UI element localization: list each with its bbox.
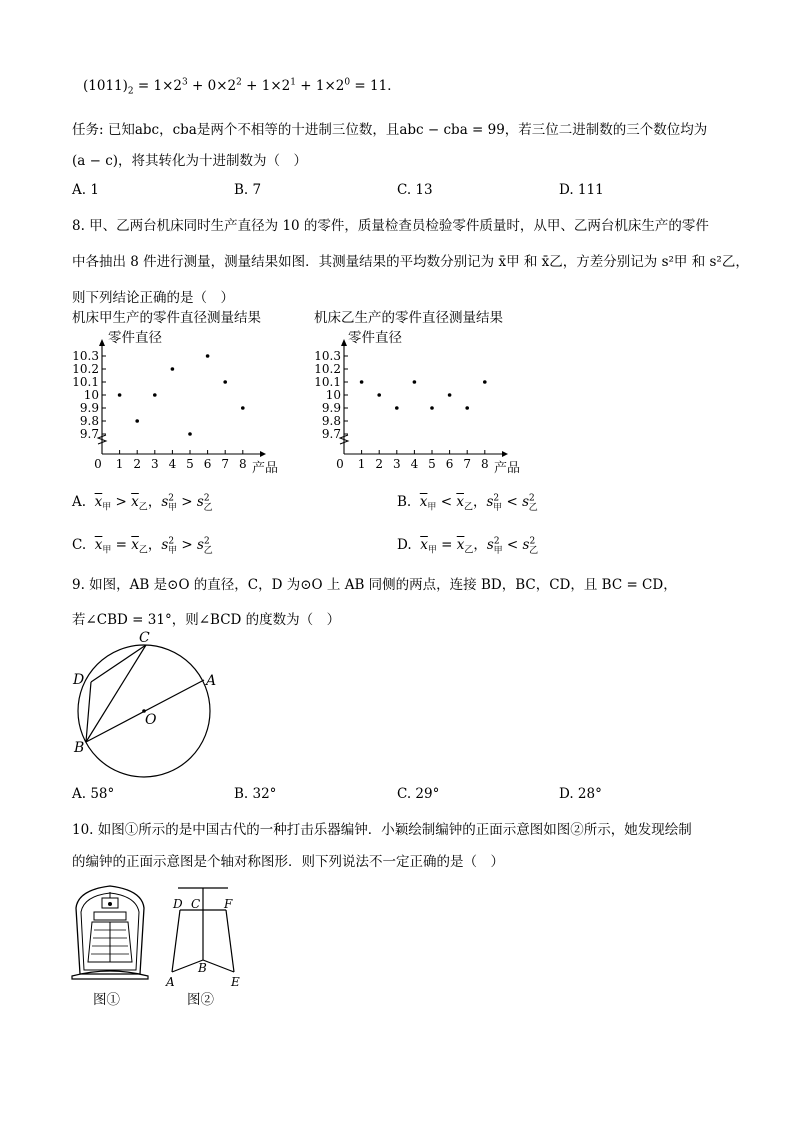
y-tick-label: 9.9 (79, 401, 99, 415)
binary-formula: $(1011)_2 = 1\times 2^3 + 0\times 2^2 + 1\times 2^1 + 1\times 2^0 = 11$． (83, 77, 401, 97)
y-axis-arrow (341, 339, 347, 346)
data-point (188, 432, 192, 436)
q8-option-a[interactable]: A. $\overline{x}_甲 > \overline{x}_乙$，$s^2_甲 > s^2_乙$ (72, 493, 213, 513)
data-point (395, 406, 399, 410)
q9-line-2: 若∠CBD = 31°，则∠BCD 的度数为（ ） (72, 612, 341, 628)
chart-right-ylabel: 零件直径 (348, 330, 402, 346)
task-option-d[interactable]: D. 111 (559, 182, 604, 198)
y-tick-label: 9.8 (79, 414, 99, 428)
y-tick-label: 10 (83, 388, 99, 402)
chart-right-title: 机床乙生产的零件直径测量结果 (314, 310, 503, 326)
label-c: C (139, 630, 150, 646)
x-tick-label: 6 (203, 457, 212, 471)
x-tick-label: 5 (186, 457, 194, 471)
y-tick-label: 9.7 (79, 427, 99, 441)
label-f: F (224, 897, 233, 911)
y-tick-label: 9.8 (321, 414, 341, 428)
y-tick-label: 10 (325, 388, 341, 402)
bell-schematic (158, 880, 248, 990)
y-tick-label: 10.1 (314, 375, 341, 389)
q9-option-b[interactable]: B. 32° (234, 786, 277, 802)
q9-option-a[interactable]: A. 58° (72, 786, 115, 802)
data-point (430, 406, 434, 410)
label-b: B (198, 961, 207, 975)
data-point (118, 393, 122, 397)
chart-right (302, 306, 562, 478)
data-point (223, 380, 227, 384)
label-d: D (73, 672, 85, 688)
x-tick-label: 3 (392, 457, 401, 471)
chart-left-xlabel: 产品 (252, 461, 279, 476)
chart-left (60, 306, 320, 478)
label-d: D (173, 897, 183, 911)
data-point (448, 393, 452, 397)
y-tick-label: 9.9 (321, 401, 341, 415)
q10-line-1: 10. 如图①所示的是中国古代的一种打击乐器编钟．小颖绘制编钟的正面示意图如图②所示，她发现绘制 (72, 822, 692, 838)
data-point (465, 406, 469, 410)
y-tick-label: 10.3 (314, 349, 341, 363)
q9-option-d[interactable]: D. 28° (559, 786, 602, 802)
data-point (153, 393, 157, 397)
x-axis-arrow (502, 451, 508, 457)
chord-bd (86, 682, 91, 742)
label-c: C (191, 897, 201, 911)
label-b: B (74, 740, 85, 756)
task-option-c[interactable]: C. 13 (397, 182, 433, 198)
x-tick-label: 1 (357, 457, 366, 471)
x-tick-label: 3 (150, 457, 159, 471)
data-point (206, 354, 210, 358)
label-e: E (231, 975, 240, 989)
data-point (171, 367, 175, 371)
q9-line-1: 9. 如图，AB 是⊙O 的直径，C，D 为⊙O 上 AB 同侧的两点，连接 BD，BC，CD，且 BC = CD， (72, 577, 677, 593)
q8-line-2: 中各抽出 8 件进行测量，测量结果如图．其测量结果的平均数分别记为 x̄甲 和 x̄乙，方差分别记为 s²甲 和 s²乙， (72, 254, 749, 270)
data-point (135, 419, 139, 423)
y-tick-label: 10.1 (72, 375, 99, 389)
x-tick-label: 1 (115, 457, 124, 471)
y-tick-label: 9.7 (321, 427, 341, 441)
x-tick-label: 7 (221, 457, 230, 471)
x-axis-arrow (260, 451, 266, 457)
data-point (360, 380, 364, 384)
q9-circle-figure (66, 628, 226, 788)
bell-illustration (68, 878, 152, 980)
x-tick-label: 0 (94, 457, 102, 471)
y-tick-label: 10.2 (314, 362, 341, 376)
data-point (483, 380, 487, 384)
q10-line-2: 的编钟的正面示意图是个轴对称图形．则下列说法不一定正确的是（ ） (72, 854, 504, 870)
fig2-caption: 图② (187, 992, 214, 1008)
x-tick-label: 6 (445, 457, 454, 471)
chord-bc (86, 645, 146, 742)
q9-option-c[interactable]: C. 29° (397, 786, 440, 802)
data-point (413, 380, 417, 384)
q8-option-c[interactable]: C. $\overline{x}_甲 = \overline{x}_乙$，$s^2_甲 > s^2_乙$ (72, 536, 213, 556)
chart-right-xlabel: 产品 (494, 461, 521, 476)
fig1-caption: 图① (93, 992, 120, 1008)
label-a: A (166, 975, 175, 989)
x-tick-label: 0 (336, 457, 344, 471)
task-line-2: (a − c)，将其转化为十进制数为（ ） (72, 153, 308, 169)
y-axis-arrow (99, 339, 105, 346)
q8-option-b[interactable]: B. $\overline{x}_甲 < \overline{x}_乙$，$s^2_甲 < s^2_乙$ (397, 493, 538, 513)
task-option-b[interactable]: B. 7 (234, 182, 262, 198)
x-tick-label: 7 (463, 457, 472, 471)
q8-line-3: 则下列结论正确的是（ ） (72, 290, 234, 306)
data-point (241, 406, 245, 410)
x-tick-label: 4 (168, 457, 177, 471)
task-line-1: 任务: 已知abc，cba是两个不相等的十进制三位数，且abc − cba = 99，若三位二进制数的三个数位均为 (72, 122, 708, 138)
y-tick-label: 10.3 (72, 349, 99, 363)
chart-left-ylabel: 零件直径 (108, 330, 162, 346)
task-option-a[interactable]: A. 1 (72, 182, 99, 198)
chart-left-title: 机床甲生产的零件直径测量结果 (72, 310, 261, 326)
axis-break (340, 435, 348, 444)
y-tick-label: 10.2 (72, 362, 99, 376)
x-tick-label: 8 (238, 457, 247, 471)
label-o: O (145, 712, 157, 728)
x-tick-label: 2 (133, 457, 142, 471)
x-tick-label: 5 (428, 457, 436, 471)
x-tick-label: 4 (410, 457, 419, 471)
x-tick-label: 8 (480, 457, 489, 471)
q8-option-d[interactable]: D. $\overline{x}_甲 = \overline{x}_乙$，$s^2_甲 < s^2_乙$ (397, 536, 539, 556)
x-tick-label: 2 (375, 457, 384, 471)
axis-break (98, 435, 106, 444)
q8-line-1: 8. 甲、乙两台机床同时生产直径为 10 的零件，质量检查员检验零件质量时，从甲、乙两台机床生产的零件 (72, 218, 709, 234)
label-a: A (206, 673, 217, 689)
data-point (377, 393, 381, 397)
